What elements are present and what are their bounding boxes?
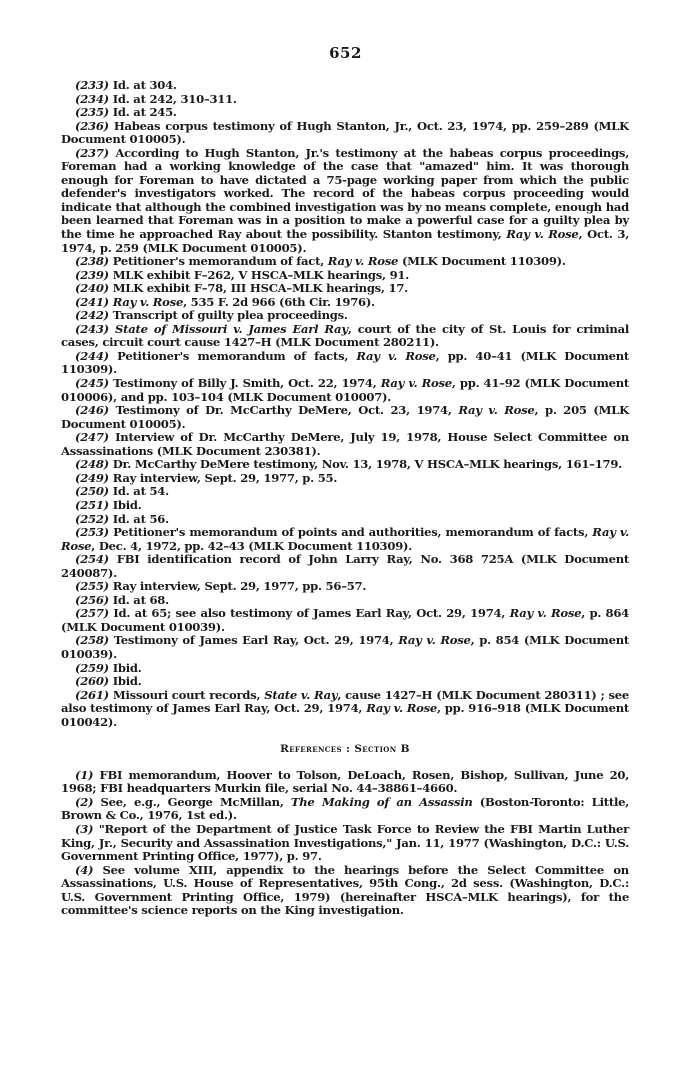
note-text: Ray interview, Sept. 29, 1977, p. 55. [108,470,338,485]
note-number: (255) [75,579,109,594]
note-text: Ray interview, Sept. 29, 1977, pp. 56–57. [108,579,367,594]
footnote [61,282,629,296]
note-number: (233) [75,78,109,92]
note-text: State of Missouri v. James Earl Ray, court of the city of St. Louis for criminal cases, circuit court cause 1427–H (MLK Document 280211). [61,321,629,350]
reference-note [61,864,629,918]
footnote [61,689,629,730]
reference-note [61,796,629,823]
footnote [61,675,629,689]
footnote [61,458,629,472]
footnote [61,553,629,580]
note-number: (234) [75,91,109,106]
footnote [61,106,629,120]
note-number: (241) [75,294,109,309]
note-number: (245) [75,376,109,391]
footnote [61,404,629,431]
note-text: FBI identification record of John Larry Ray, No. 368 725A (MLK Document 240087). [61,552,629,580]
note-text: MLK exhibit F–78, III HSCA–MLK hearings, 17. [108,281,408,296]
references-list [61,769,629,918]
note-text: MLK exhibit F–262, V HSCA–MLK hearings, 91. [108,267,409,282]
footnote [61,93,629,107]
note-text: Transcript of guilty plea proceedings. [108,308,348,323]
footnote [61,472,629,486]
note-text: Testimony of Billy J. Smith, Oct. 22, 1974, Ray v. Rose, pp. 41–92 (MLK Document 010006), and pp. 103–104 (MLK Document 010007). [61,376,629,404]
footnote [61,526,629,553]
note-text: Id. at 65; see also testimony of James Earl Ray, Oct. 29, 1974, Ray v. Rose, p. 864 (MLK Document 010039). [61,606,629,634]
note-number: (243) [75,321,109,336]
footnote [61,662,629,676]
footnote [61,323,629,350]
note-number: (1) [75,767,94,782]
note-number: (238) [75,254,109,269]
note-number: (250) [75,484,109,499]
footnote [61,120,629,147]
note-number: (3) [75,821,94,836]
note-text: According to Hugh Stanton, Jr.'s testimony at the habeas corpus proceedings, Foreman had a working knowledge of the case that "amazed" him. It was thorough enough for Foreman to have dictated a 75-page working paper from which the public defender's investigators worked. The record of the habeas corpus proceeding would indicate that although the combined investigation was by no means complete, enough had been learned that Foreman was in a position to make a powerful case for a guilty plea by the time he approached Ray about the possibility. Stanton testimony, Ray v. Rose, Oct. 3, 1974, p. 259 (MLK Document 010005). [61,145,629,255]
note-number: (251) [75,497,109,512]
footnote [61,431,629,458]
footnote [61,147,629,255]
note-number: (240) [75,281,109,296]
note-number: (242) [75,308,109,323]
note-text: Dr. McCarthy DeMere testimony, Nov. 13, 1978, V HSCA–MLK hearings, 161–179. [108,457,622,472]
note-text: FBI memorandum, Hoover to Tolson, DeLoach, Rosen, Bishop, Sullivan, June 20, 1968; FBI headquarters Murkin file, serial No. 44–38861–4660. [61,767,629,796]
note-number: (249) [75,470,109,485]
footnote [61,377,629,404]
note-text: Petitioner's memorandum of facts, Ray v. Rose, pp. 40–41 (MLK Document 110309). [61,348,629,377]
note-number: (247) [75,430,109,445]
footnote [61,309,629,323]
note-number: (257) [75,606,109,621]
reference-note [61,769,629,796]
note-number: (248) [75,457,109,472]
note-text: Testimony of Dr. McCarthy DeMere, Oct. 23, 1974, Ray v. Rose, p. 205 (MLK Document 010005). [61,403,629,431]
references-heading: References : Section B [280,743,410,756]
note-number: (259) [75,660,109,675]
footnote [61,580,629,594]
note-number: (235) [75,105,109,120]
footnote [61,594,629,608]
footnote [61,485,629,499]
note-number: (256) [75,592,109,607]
note-number: (254) [75,552,109,567]
note-text: Ray v. Rose, 535 F. 2d 966 (6th Cir. 1976). [112,294,375,309]
note-text: Id. at 68. [108,592,169,607]
note-text: Id. at 242, 310–311. [108,91,237,106]
footnote [61,350,629,377]
note-number: (246) [75,403,109,418]
note-text: Id. at 304. [108,78,177,92]
note-number: (4) [75,862,94,877]
footnote [61,269,629,283]
notes-list [61,79,629,729]
note-number: (260) [75,674,109,689]
note-text: Missouri court records, State v. Ray, cause 1427–H (MLK Document 280311) ; see also testimony of James Earl Ray, Oct. 29, 1974, Ray v. Rose, pp. 916–918 (MLK Document 010042). [61,687,629,729]
note-number: (236) [75,118,109,133]
note-text: Id. at 54. [108,484,169,499]
note-text: Habeas corpus testimony of Hugh Stanton, Jr., Oct. 23, 1974, pp. 259–289 (MLK Document 010005). [61,118,629,147]
note-number: (252) [75,511,109,526]
note-text: Ibid. [108,660,142,675]
footnote [61,296,629,310]
footnote [61,79,629,93]
footnote [61,607,629,634]
note-number: (237) [75,145,109,160]
note-text: See, e.g., George McMillan, The Making of an Assassin (Boston-Toronto: Little, Brown & Co., 1976, 1st ed.). [61,794,630,823]
footnote [61,634,629,661]
note-text: Id. at 245. [108,105,177,120]
note-text: Id. at 56. [108,511,169,526]
note-text: Ibid. [108,497,142,512]
footnote [61,513,629,527]
note-number: (2) [75,794,94,809]
note-text: "Report of the Department of Justice Task Force to Review the FBI Martin Luther King, Jr., Security and Assassination Investigations," Jan. 11, 1977 (Washington, D.C.: U.S. Government Printing Office, 1977), p. 97. [61,821,629,864]
footnotes-section [61,79,629,918]
note-text: Petitioner's memorandum of fact, Ray v. Rose (MLK Document 110309). [108,254,566,269]
reference-note [61,823,629,864]
note-number: (253) [75,525,109,540]
page-number: 652 [329,44,362,62]
note-text: Ibid. [108,674,142,689]
note-text: Petitioner's memorandum of points and authorities, memorandum of facts, Ray v. Rose, Dec. 4, 1972, pp. 42–43 (MLK Document 110309). [61,525,629,553]
note-number: (261) [75,687,109,702]
footnote [61,255,629,269]
note-number: (239) [75,267,109,282]
note-number: (244) [75,348,109,363]
note-text: Testimony of James Earl Ray, Oct. 29, 1974, Ray v. Rose, p. 854 (MLK Document 010039). [61,633,629,661]
footnote [61,499,629,513]
note-text: See volume XIII, appendix to the hearings before the Select Committee on Assassinations, U.S. House of Representatives, 95th Cong., 2d sess. (Washington, D.C.: U.S. Government Printing Office, 1979) (hereinafter HSCA–MLK hearings), for the committee's science reports on the King investigation. [61,862,629,918]
note-text: Interview of Dr. McCarthy DeMere, July 19, 1978, House Select Committee on Assassinations (MLK Document 230381). [61,430,629,458]
note-number: (258) [75,633,109,648]
